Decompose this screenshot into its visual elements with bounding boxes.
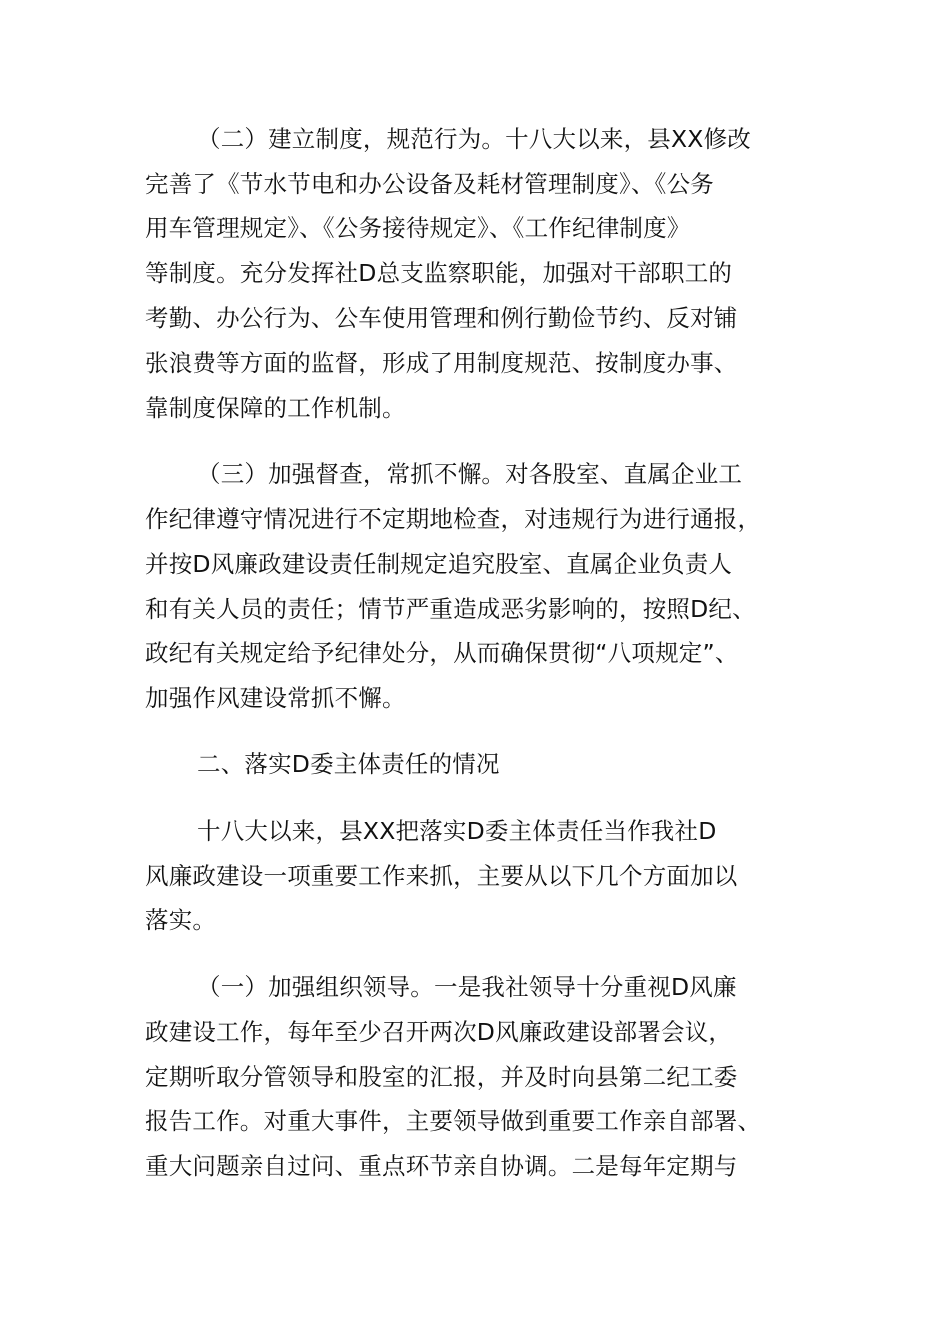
text-line: 十八大以来，县XX把落实D委主体责任当作我社D xyxy=(197,817,717,845)
text-line: 完善了《节水节电和办公设备及耗材管理制度》、《公务 xyxy=(145,170,714,198)
text-line: 靠制度保障的工作机制。 xyxy=(145,394,406,422)
text-line: 和有关人员的责任；情节严重造成恶劣影响的，按照D纪、 xyxy=(145,595,756,623)
text-line: 定期听取分管领导和股室的汇报，并及时向县第二纪工委 xyxy=(145,1063,738,1091)
text-line: 作纪律遵守情况进行不定期地检查，对违规行为进行通报， xyxy=(145,505,762,533)
text-line: （三）加强督查，常抓不懈。对各股室、直属企业工 xyxy=(197,460,743,488)
text-line: 风廉政建设一项重要工作来抓，主要从以下几个方面加以 xyxy=(145,862,738,890)
text-line: 等制度。充分发挥社D总支监察职能，加强对干部职工的 xyxy=(145,259,733,287)
text-line: 重大问题亲自过问、重点环节亲自协调。二是每年定期与 xyxy=(145,1152,738,1180)
text-line: （二）建立制度，规范行为。十八大以来，县XX修改 xyxy=(197,125,751,153)
text-line: 政纪有关规定给予纪律处分，从而确保贯彻“八项规定”、 xyxy=(145,639,739,667)
section-heading: 二、落实D委主体责任的情况 xyxy=(197,750,500,778)
text-line: 加强作风建设常抓不懈。 xyxy=(145,684,406,712)
text-line: 考勤、办公行为、公车使用管理和例行勤俭节约、反对铺 xyxy=(145,304,738,332)
text-line: 落实。 xyxy=(145,906,217,934)
text-line: （一）加强组织领导。一是我社领导十分重视D风廉 xyxy=(197,973,737,1001)
text-line: 并按D风廉政建设责任制规定追究股室、直属企业负责人 xyxy=(145,550,733,578)
text-line: 政建设工作，每年至少召开两次D风廉政建设部署会议， xyxy=(145,1018,733,1046)
text-line: 报告工作。对重大事件，主要领导做到重要工作亲自部署、 xyxy=(145,1107,762,1135)
text-line: 张浪费等方面的监督，形成了用制度规范、按制度办事、 xyxy=(145,349,738,377)
text-line: 用车管理规定》、《公务接待规定》、《工作纪律制度》 xyxy=(145,214,691,242)
